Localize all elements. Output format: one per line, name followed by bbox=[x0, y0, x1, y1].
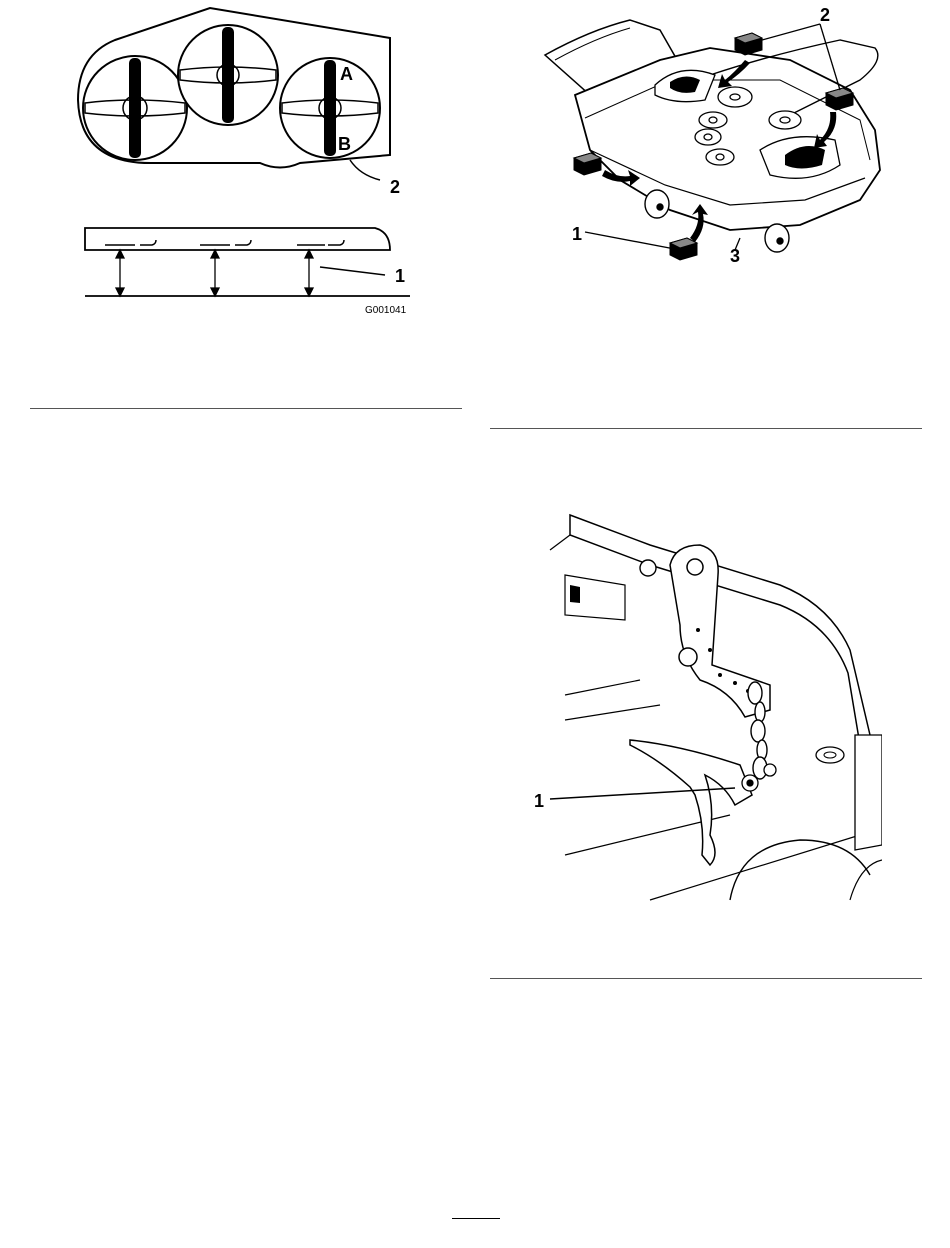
callout-3: 3 bbox=[730, 246, 741, 266]
blade-tips bbox=[105, 240, 344, 245]
wheel-tire bbox=[730, 840, 870, 900]
callout-b: B bbox=[338, 134, 351, 154]
section-divider bbox=[30, 408, 462, 409]
callout-1: 1 bbox=[395, 266, 406, 286]
leader-line-1 bbox=[320, 267, 385, 275]
deck-side-profile bbox=[85, 228, 390, 250]
blade-disc-left bbox=[83, 56, 187, 160]
section-divider bbox=[490, 428, 922, 429]
page-number-rule bbox=[452, 1218, 500, 1219]
deck-blocks-figure bbox=[530, 0, 910, 270]
leader-line-2 bbox=[350, 160, 380, 180]
callout-1: 1 bbox=[572, 224, 583, 244]
deck-body bbox=[575, 48, 880, 230]
callout-1: 1 bbox=[534, 791, 545, 811]
blade-disc-right bbox=[280, 58, 380, 158]
callout-2: 2 bbox=[390, 177, 401, 197]
callout-2: 2 bbox=[820, 5, 831, 25]
section-divider bbox=[490, 978, 922, 979]
frame-tube bbox=[570, 515, 870, 745]
blade-disc-center bbox=[178, 25, 278, 125]
graphic-code: G001041 bbox=[365, 305, 407, 316]
measurement-arrows bbox=[116, 250, 313, 296]
chain-bracket-figure bbox=[530, 505, 882, 905]
callout-a: A bbox=[340, 64, 353, 84]
height-bracket bbox=[630, 740, 752, 865]
blade-level-figure bbox=[60, 0, 430, 320]
